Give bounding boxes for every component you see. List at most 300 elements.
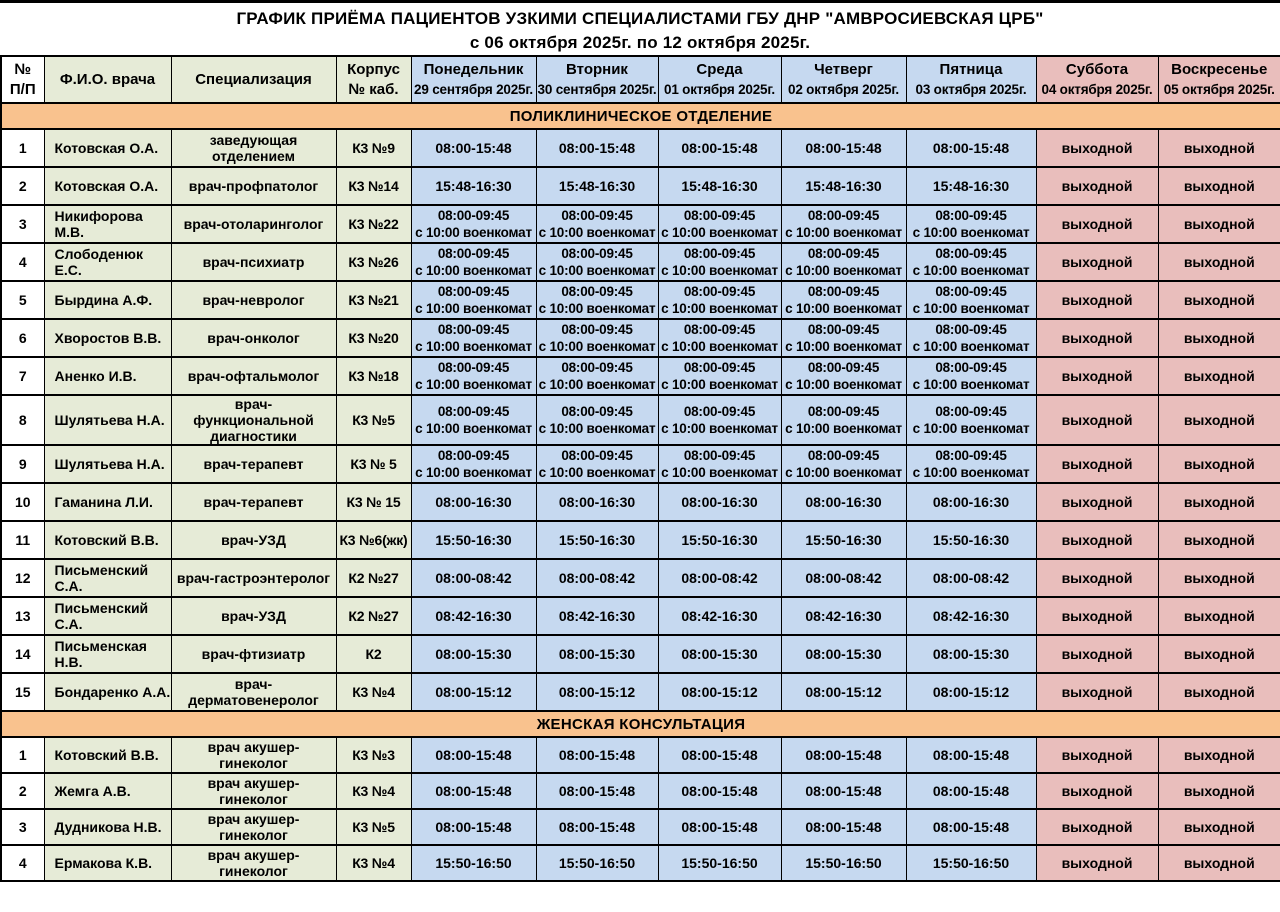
schedule-text: с 10:00 военкомат [912, 377, 1030, 392]
schedule-text: 15:48-16:30 [932, 177, 1010, 194]
schedule-text: 15:50-16:30 [805, 531, 882, 548]
schedule-text: 08:00-09:45 [935, 360, 1007, 375]
schedule-cell-monday [411, 559, 536, 597]
schedule-cell-tuesday [536, 737, 658, 773]
schedule-text: 08:00-09:45 [561, 322, 633, 337]
schedule-text: с 10:00 военкомат [415, 263, 532, 278]
row-number-cell: 5 [1, 281, 44, 319]
schedule-text: с 10:00 военкомат [661, 465, 778, 480]
column-header-monday: Понедельник 29 сентября 2025г. [411, 56, 536, 103]
schedule-cell-tuesday [536, 167, 658, 205]
schedule-text: 08:00-09:45 [561, 284, 633, 299]
schedule-cell-friday [906, 737, 1036, 773]
schedule-cell-friday [906, 243, 1036, 281]
schedule-text: с 10:00 военкомат [785, 465, 902, 480]
schedule-cell-wednesday [658, 635, 781, 673]
schedule-text: 08:00-09:45 [807, 404, 880, 419]
schedule-text: 08:00-08:42 [558, 569, 636, 586]
schedule-text: 08:00-09:45 [683, 284, 756, 299]
specialization-cell: врач-невролог [171, 281, 336, 319]
schedule-cell-thursday [781, 809, 906, 845]
schedule-cell-thursday [781, 483, 906, 521]
schedule-text: 08:42-16:30 [435, 607, 512, 624]
specialization-cell: заведующая отделением [171, 129, 336, 167]
header-row [1, 56, 1280, 103]
schedule-cell-sunday: выходной [1158, 167, 1280, 205]
schedule-cell-saturday: выходной [1036, 483, 1158, 521]
schedule-cell-friday [906, 129, 1036, 167]
schedule-text: с 10:00 военкомат [538, 263, 656, 278]
table-row [1, 319, 1280, 357]
schedule-text: 08:00-09:45 [561, 448, 633, 463]
row-number-cell: 4 [1, 243, 44, 281]
schedule-text: 08:00-15:12 [932, 683, 1010, 700]
doctor-name-cell: Хворостов В.В. [44, 319, 171, 357]
schedule-text: 08:00-15:12 [558, 683, 636, 700]
schedule-cell-tuesday [536, 445, 658, 483]
table-row [1, 635, 1280, 673]
schedule-cell-monday [411, 809, 536, 845]
cabinet-cell: К3 №5 [336, 809, 411, 845]
cabinet-cell: К3 №14 [336, 167, 411, 205]
schedule-text: с 10:00 военкомат [661, 421, 778, 436]
schedule-text: с 10:00 военкомат [661, 225, 778, 240]
schedule-text: 08:00-15:30 [805, 645, 882, 662]
schedule-text: 08:00-15:48 [805, 746, 882, 763]
title-line-1: ГРАФИК ПРИЁМА ПАЦИЕНТОВ УЗКИМИ СПЕЦИАЛИСТАМИ ГБУ ДНР "АМВРОСИЕВСКАЯ ЦРБ" [236, 9, 1044, 28]
schedule-cell-monday [411, 319, 536, 357]
schedule-cell-wednesday [658, 281, 781, 319]
schedule-text: 08:00-09:45 [437, 360, 510, 375]
schedule-text: с 10:00 военкомат [785, 301, 902, 316]
schedule-cell-friday [906, 773, 1036, 809]
doctor-name-cell: Котовский В.В. [44, 737, 171, 773]
doctor-name-cell: Письменская Н.В. [44, 635, 171, 673]
column-header-wednesday: Среда 01 октября 2025г. [658, 56, 781, 103]
schedule-text: 08:00-16:30 [681, 493, 758, 510]
specialization-cell: врач-УЗД [171, 597, 336, 635]
table-row [1, 281, 1280, 319]
cabinet-cell: К3 №3 [336, 737, 411, 773]
doctor-name-cell: Письменский С.А. [44, 597, 171, 635]
schedule-sheet [0, 3, 1280, 882]
schedule-text: 08:00-15:30 [558, 645, 636, 662]
schedule-cell-thursday [781, 673, 906, 711]
doctor-name-cell: Шулятьева Н.А. [44, 445, 171, 483]
row-number-cell: 14 [1, 635, 44, 673]
schedule-text: 08:00-09:45 [561, 360, 633, 375]
schedule-cell-friday [906, 319, 1036, 357]
schedule-text: 08:00-15:48 [435, 782, 512, 799]
schedule-cell-friday [906, 395, 1036, 445]
schedule-cell-tuesday [536, 773, 658, 809]
schedule-text: 08:00-09:45 [437, 246, 510, 261]
row-number-cell: 13 [1, 597, 44, 635]
schedule-cell-friday [906, 559, 1036, 597]
schedule-cell-friday [906, 635, 1036, 673]
schedule-cell-sunday: выходной [1158, 809, 1280, 845]
schedule-cell-wednesday [658, 521, 781, 559]
schedule-cell-thursday [781, 635, 906, 673]
schedule-cell-monday [411, 597, 536, 635]
schedule-text: 08:00-08:42 [681, 569, 758, 586]
schedule-text: с 10:00 военкомат [415, 465, 532, 480]
schedule-text: с 10:00 военкомат [538, 421, 656, 436]
cabinet-cell: К3 №6(жк) [336, 521, 411, 559]
row-number-cell: 1 [1, 737, 44, 773]
schedule-cell-monday [411, 129, 536, 167]
schedule-text: 08:00-15:48 [681, 139, 758, 156]
schedule-cell-saturday: выходной [1036, 281, 1158, 319]
cabinet-cell: К3 №5 [336, 395, 411, 445]
schedule-cell-saturday: выходной [1036, 597, 1158, 635]
cabinet-cell: К3 №20 [336, 319, 411, 357]
schedule-cell-tuesday [536, 319, 658, 357]
schedule-cell-monday [411, 737, 536, 773]
table-row [1, 357, 1280, 395]
row-number-cell: 4 [1, 845, 44, 881]
schedule-text: 08:00-15:48 [435, 139, 512, 156]
table-row [1, 243, 1280, 281]
table-row [1, 445, 1280, 483]
schedule-cell-monday [411, 357, 536, 395]
doctor-name-cell: Аненко И.В. [44, 357, 171, 395]
schedule-cell-thursday [781, 319, 906, 357]
doctor-name-cell: Никифорова М.В. [44, 205, 171, 243]
table-row [1, 673, 1280, 711]
schedule-text: 08:00-15:48 [681, 818, 758, 835]
specialization-cell: врач-офтальмолог [171, 357, 336, 395]
doctor-name-cell: Котовская О.А. [44, 129, 171, 167]
schedule-text: 08:42-16:30 [805, 607, 882, 624]
doctor-name-cell: Жемга А.В. [44, 773, 171, 809]
specialization-cell: врач-онколог [171, 319, 336, 357]
schedule-text: с 10:00 военкомат [415, 225, 532, 240]
table-row [1, 737, 1280, 773]
schedule-cell-saturday: выходной [1036, 559, 1158, 597]
schedule-text: 08:00-15:48 [681, 746, 758, 763]
schedule-cell-wednesday [658, 673, 781, 711]
schedule-cell-friday [906, 357, 1036, 395]
schedule-cell-monday [411, 483, 536, 521]
schedule-text: 08:42-16:30 [932, 607, 1010, 624]
schedule-text: с 10:00 военкомат [785, 263, 902, 278]
schedule-cell-friday [906, 483, 1036, 521]
column-header-tuesday: Вторник 30 сентября 2025г. [536, 56, 658, 103]
schedule-text: 08:00-09:45 [807, 360, 880, 375]
column-header-thursday: Четверг 02 октября 2025г. [781, 56, 906, 103]
schedule-cell-tuesday [536, 483, 658, 521]
schedule-cell-saturday: выходной [1036, 395, 1158, 445]
schedule-cell-tuesday [536, 673, 658, 711]
schedule-cell-wednesday [658, 773, 781, 809]
row-number-cell: 6 [1, 319, 44, 357]
schedule-text: 08:00-15:48 [805, 818, 882, 835]
schedule-text: 08:00-09:45 [561, 208, 633, 223]
schedule-text: 15:50-16:30 [932, 531, 1010, 548]
schedule-cell-monday [411, 205, 536, 243]
cabinet-cell: К3 №21 [336, 281, 411, 319]
schedule-text: с 10:00 военкомат [415, 339, 532, 354]
schedule-text: 08:00-09:45 [683, 322, 756, 337]
schedule-text: с 10:00 военкомат [538, 339, 656, 354]
schedule-cell-friday [906, 597, 1036, 635]
schedule-cell-thursday [781, 597, 906, 635]
schedule-cell-wednesday [658, 319, 781, 357]
schedule-cell-monday [411, 845, 536, 881]
schedule-text: 08:00-09:45 [807, 284, 880, 299]
schedule-text: 15:50-16:30 [681, 531, 758, 548]
doctor-name-cell: Бырдина А.Ф. [44, 281, 171, 319]
cabinet-cell: К3 №4 [336, 673, 411, 711]
schedule-text: с 10:00 военкомат [785, 225, 902, 240]
page-title [0, 3, 1280, 55]
schedule-text: 08:00-16:30 [932, 493, 1010, 510]
specialization-cell: врач-фтизиатр [171, 635, 336, 673]
schedule-text: с 10:00 военкомат [415, 377, 532, 392]
schedule-text: с 10:00 военкомат [912, 421, 1030, 436]
schedule-text: 08:00-15:48 [558, 746, 636, 763]
schedule-text: с 10:00 военкомат [661, 301, 778, 316]
schedule-cell-thursday [781, 395, 906, 445]
schedule-cell-saturday: выходной [1036, 445, 1158, 483]
row-number-cell: 10 [1, 483, 44, 521]
row-number-cell: 9 [1, 445, 44, 483]
schedule-cell-friday [906, 205, 1036, 243]
cabinet-cell: К2 №27 [336, 597, 411, 635]
cabinet-cell: К3 №18 [336, 357, 411, 395]
schedule-cell-thursday [781, 357, 906, 395]
schedule-text: 08:00-09:45 [935, 322, 1007, 337]
schedule-text: с 10:00 военкомат [661, 263, 778, 278]
schedule-cell-wednesday [658, 737, 781, 773]
schedule-cell-saturday: выходной [1036, 773, 1158, 809]
schedule-text: 08:00-09:45 [683, 208, 756, 223]
schedule-cell-thursday [781, 243, 906, 281]
cabinet-cell: К3 №22 [336, 205, 411, 243]
schedule-text: 15:50-16:50 [558, 854, 636, 871]
schedule-cell-sunday: выходной [1158, 129, 1280, 167]
schedule-cell-tuesday [536, 205, 658, 243]
schedule-text: 08:00-09:45 [807, 246, 880, 261]
schedule-cell-tuesday [536, 395, 658, 445]
row-number-cell: 2 [1, 167, 44, 205]
schedule-text: с 10:00 военкомат [912, 301, 1030, 316]
schedule-cell-wednesday [658, 445, 781, 483]
row-number-cell: 3 [1, 809, 44, 845]
doctor-name-cell: Ермакова К.В. [44, 845, 171, 881]
schedule-cell-monday [411, 395, 536, 445]
column-header-specialization: Специализация [171, 56, 336, 103]
section-header-row [1, 103, 1280, 129]
schedule-cell-saturday: выходной [1036, 809, 1158, 845]
schedule-text: 08:00-09:45 [935, 246, 1007, 261]
column-header-doctor: Ф.И.О. врача [44, 56, 171, 103]
schedule-cell-thursday [781, 445, 906, 483]
schedule-text: 08:00-09:45 [807, 448, 880, 463]
schedule-text: 15:50-16:50 [435, 854, 512, 871]
schedule-cell-wednesday [658, 597, 781, 635]
schedule-cell-monday [411, 773, 536, 809]
schedule-cell-tuesday [536, 597, 658, 635]
schedule-cell-tuesday [536, 845, 658, 881]
schedule-text: с 10:00 военкомат [538, 301, 656, 316]
schedule-cell-wednesday [658, 845, 781, 881]
table-row [1, 129, 1280, 167]
schedule-cell-monday [411, 243, 536, 281]
schedule-text: 08:00-15:48 [435, 746, 512, 763]
schedule-cell-wednesday [658, 395, 781, 445]
schedule-cell-sunday: выходной [1158, 483, 1280, 521]
schedule-cell-tuesday [536, 357, 658, 395]
schedule-cell-tuesday [536, 635, 658, 673]
schedule-table [0, 55, 1280, 882]
row-number-cell: 11 [1, 521, 44, 559]
specialization-cell: врач- функциональной диагностики [171, 395, 336, 445]
schedule-text: 08:00-16:30 [435, 493, 512, 510]
specialization-cell: врач-терапевт [171, 483, 336, 521]
schedule-cell-thursday [781, 205, 906, 243]
schedule-cell-sunday: выходной [1158, 319, 1280, 357]
specialization-cell: врач акушер-гинеколог [171, 845, 336, 881]
schedule-cell-tuesday [536, 281, 658, 319]
doctor-name-cell: Слободенюк Е.С. [44, 243, 171, 281]
schedule-text: с 10:00 военкомат [912, 339, 1030, 354]
specialization-cell: врач акушер-гинеколог [171, 809, 336, 845]
schedule-cell-wednesday [658, 483, 781, 521]
schedule-cell-friday [906, 445, 1036, 483]
schedule-cell-sunday: выходной [1158, 205, 1280, 243]
row-number-cell: 3 [1, 205, 44, 243]
schedule-cell-friday [906, 809, 1036, 845]
schedule-text: 08:00-15:12 [681, 683, 758, 700]
schedule-text: 08:00-09:45 [437, 284, 510, 299]
schedule-cell-sunday: выходной [1158, 357, 1280, 395]
schedule-cell-thursday [781, 737, 906, 773]
schedule-text: 08:00-09:45 [561, 246, 633, 261]
schedule-cell-saturday: выходной [1036, 673, 1158, 711]
schedule-cell-monday [411, 445, 536, 483]
table-row [1, 773, 1280, 809]
doctor-name-cell: Котовский В.В. [44, 521, 171, 559]
schedule-text: 08:00-15:48 [932, 818, 1010, 835]
row-number-cell: 12 [1, 559, 44, 597]
schedule-cell-saturday: выходной [1036, 357, 1158, 395]
schedule-cell-friday [906, 845, 1036, 881]
schedule-text: 08:00-15:30 [435, 645, 512, 662]
schedule-cell-saturday: выходной [1036, 205, 1158, 243]
schedule-text: 08:00-15:12 [805, 683, 882, 700]
schedule-text: 08:00-15:48 [805, 139, 882, 156]
schedule-cell-thursday [781, 521, 906, 559]
schedule-cell-sunday: выходной [1158, 281, 1280, 319]
schedule-cell-saturday: выходной [1036, 129, 1158, 167]
schedule-text: 08:00-09:45 [935, 208, 1007, 223]
schedule-text: 08:00-15:30 [681, 645, 758, 662]
schedule-text: 08:00-15:48 [558, 139, 636, 156]
row-number-cell: 1 [1, 129, 44, 167]
schedule-cell-sunday: выходной [1158, 243, 1280, 281]
schedule-cell-saturday: выходной [1036, 243, 1158, 281]
schedule-cell-wednesday [658, 129, 781, 167]
schedule-cell-monday [411, 521, 536, 559]
schedule-text: 08:42-16:30 [681, 607, 758, 624]
schedule-cell-wednesday [658, 205, 781, 243]
schedule-text: 08:00-15:48 [558, 782, 636, 799]
schedule-cell-sunday: выходной [1158, 845, 1280, 881]
schedule-text: 08:00-15:48 [805, 782, 882, 799]
schedule-text: 08:00-09:45 [935, 284, 1007, 299]
schedule-text: 15:50-16:50 [805, 854, 882, 871]
table-row [1, 205, 1280, 243]
schedule-text: с 10:00 военкомат [912, 263, 1030, 278]
schedule-text: 08:42-16:30 [558, 607, 636, 624]
schedule-cell-friday [906, 673, 1036, 711]
column-header-saturday: Суббота 04 октября 2025г. [1036, 56, 1158, 103]
row-number-cell: 15 [1, 673, 44, 711]
schedule-cell-monday [411, 167, 536, 205]
schedule-text: с 10:00 военкомат [785, 339, 902, 354]
doctor-name-cell: Дудникова Н.В. [44, 809, 171, 845]
schedule-text: 08:00-08:42 [435, 569, 512, 586]
schedule-cell-thursday [781, 845, 906, 881]
schedule-cell-friday [906, 167, 1036, 205]
column-header-cabinet: Корпус № каб. [336, 56, 411, 103]
schedule-text: 08:00-09:45 [683, 246, 756, 261]
specialization-cell: врач-терапевт [171, 445, 336, 483]
schedule-cell-sunday: выходной [1158, 395, 1280, 445]
schedule-cell-saturday: выходной [1036, 521, 1158, 559]
schedule-cell-monday [411, 673, 536, 711]
doctor-name-cell: Письменский С.А. [44, 559, 171, 597]
schedule-text: 08:00-09:45 [935, 404, 1007, 419]
schedule-cell-tuesday [536, 809, 658, 845]
schedule-text: 15:48-16:30 [681, 177, 758, 194]
schedule-cell-thursday [781, 773, 906, 809]
schedule-cell-sunday: выходной [1158, 445, 1280, 483]
schedule-text: с 10:00 военкомат [538, 465, 656, 480]
schedule-text: 08:00-09:45 [683, 360, 756, 375]
section-header: ПОЛИКЛИНИЧЕСКОЕ ОТДЕЛЕНИЕ [1, 103, 1280, 129]
schedule-text: с 10:00 военкомат [661, 339, 778, 354]
schedule-cell-wednesday [658, 559, 781, 597]
schedule-cell-saturday: выходной [1036, 737, 1158, 773]
specialization-cell: врач акушер-гинеколог [171, 737, 336, 773]
title-line-2: с 06 октября 2025г. по 12 октября 2025г. [469, 33, 811, 52]
column-header-friday: Пятница 03 октября 2025г. [906, 56, 1036, 103]
schedule-cell-monday [411, 635, 536, 673]
schedule-text: с 10:00 военкомат [661, 377, 778, 392]
specialization-cell: врач-психиатр [171, 243, 336, 281]
schedule-cell-sunday: выходной [1158, 737, 1280, 773]
schedule-cell-sunday: выходной [1158, 773, 1280, 809]
schedule-cell-sunday: выходной [1158, 521, 1280, 559]
schedule-text: 08:00-15:48 [932, 782, 1010, 799]
cabinet-cell: К3 №4 [336, 845, 411, 881]
row-number-cell: 2 [1, 773, 44, 809]
schedule-cell-thursday [781, 281, 906, 319]
doctor-name-cell: Гаманина Л.И. [44, 483, 171, 521]
schedule-text: 08:00-08:42 [805, 569, 882, 586]
section-header-row [1, 711, 1280, 737]
schedule-cell-sunday: выходной [1158, 673, 1280, 711]
schedule-text: 08:00-15:48 [932, 746, 1010, 763]
schedule-cell-tuesday [536, 243, 658, 281]
specialization-cell: врач-отоларинголог [171, 205, 336, 243]
schedule-cell-saturday: выходной [1036, 635, 1158, 673]
schedule-text: 15:50-16:30 [435, 531, 512, 548]
cabinet-cell: К3 №9 [336, 129, 411, 167]
